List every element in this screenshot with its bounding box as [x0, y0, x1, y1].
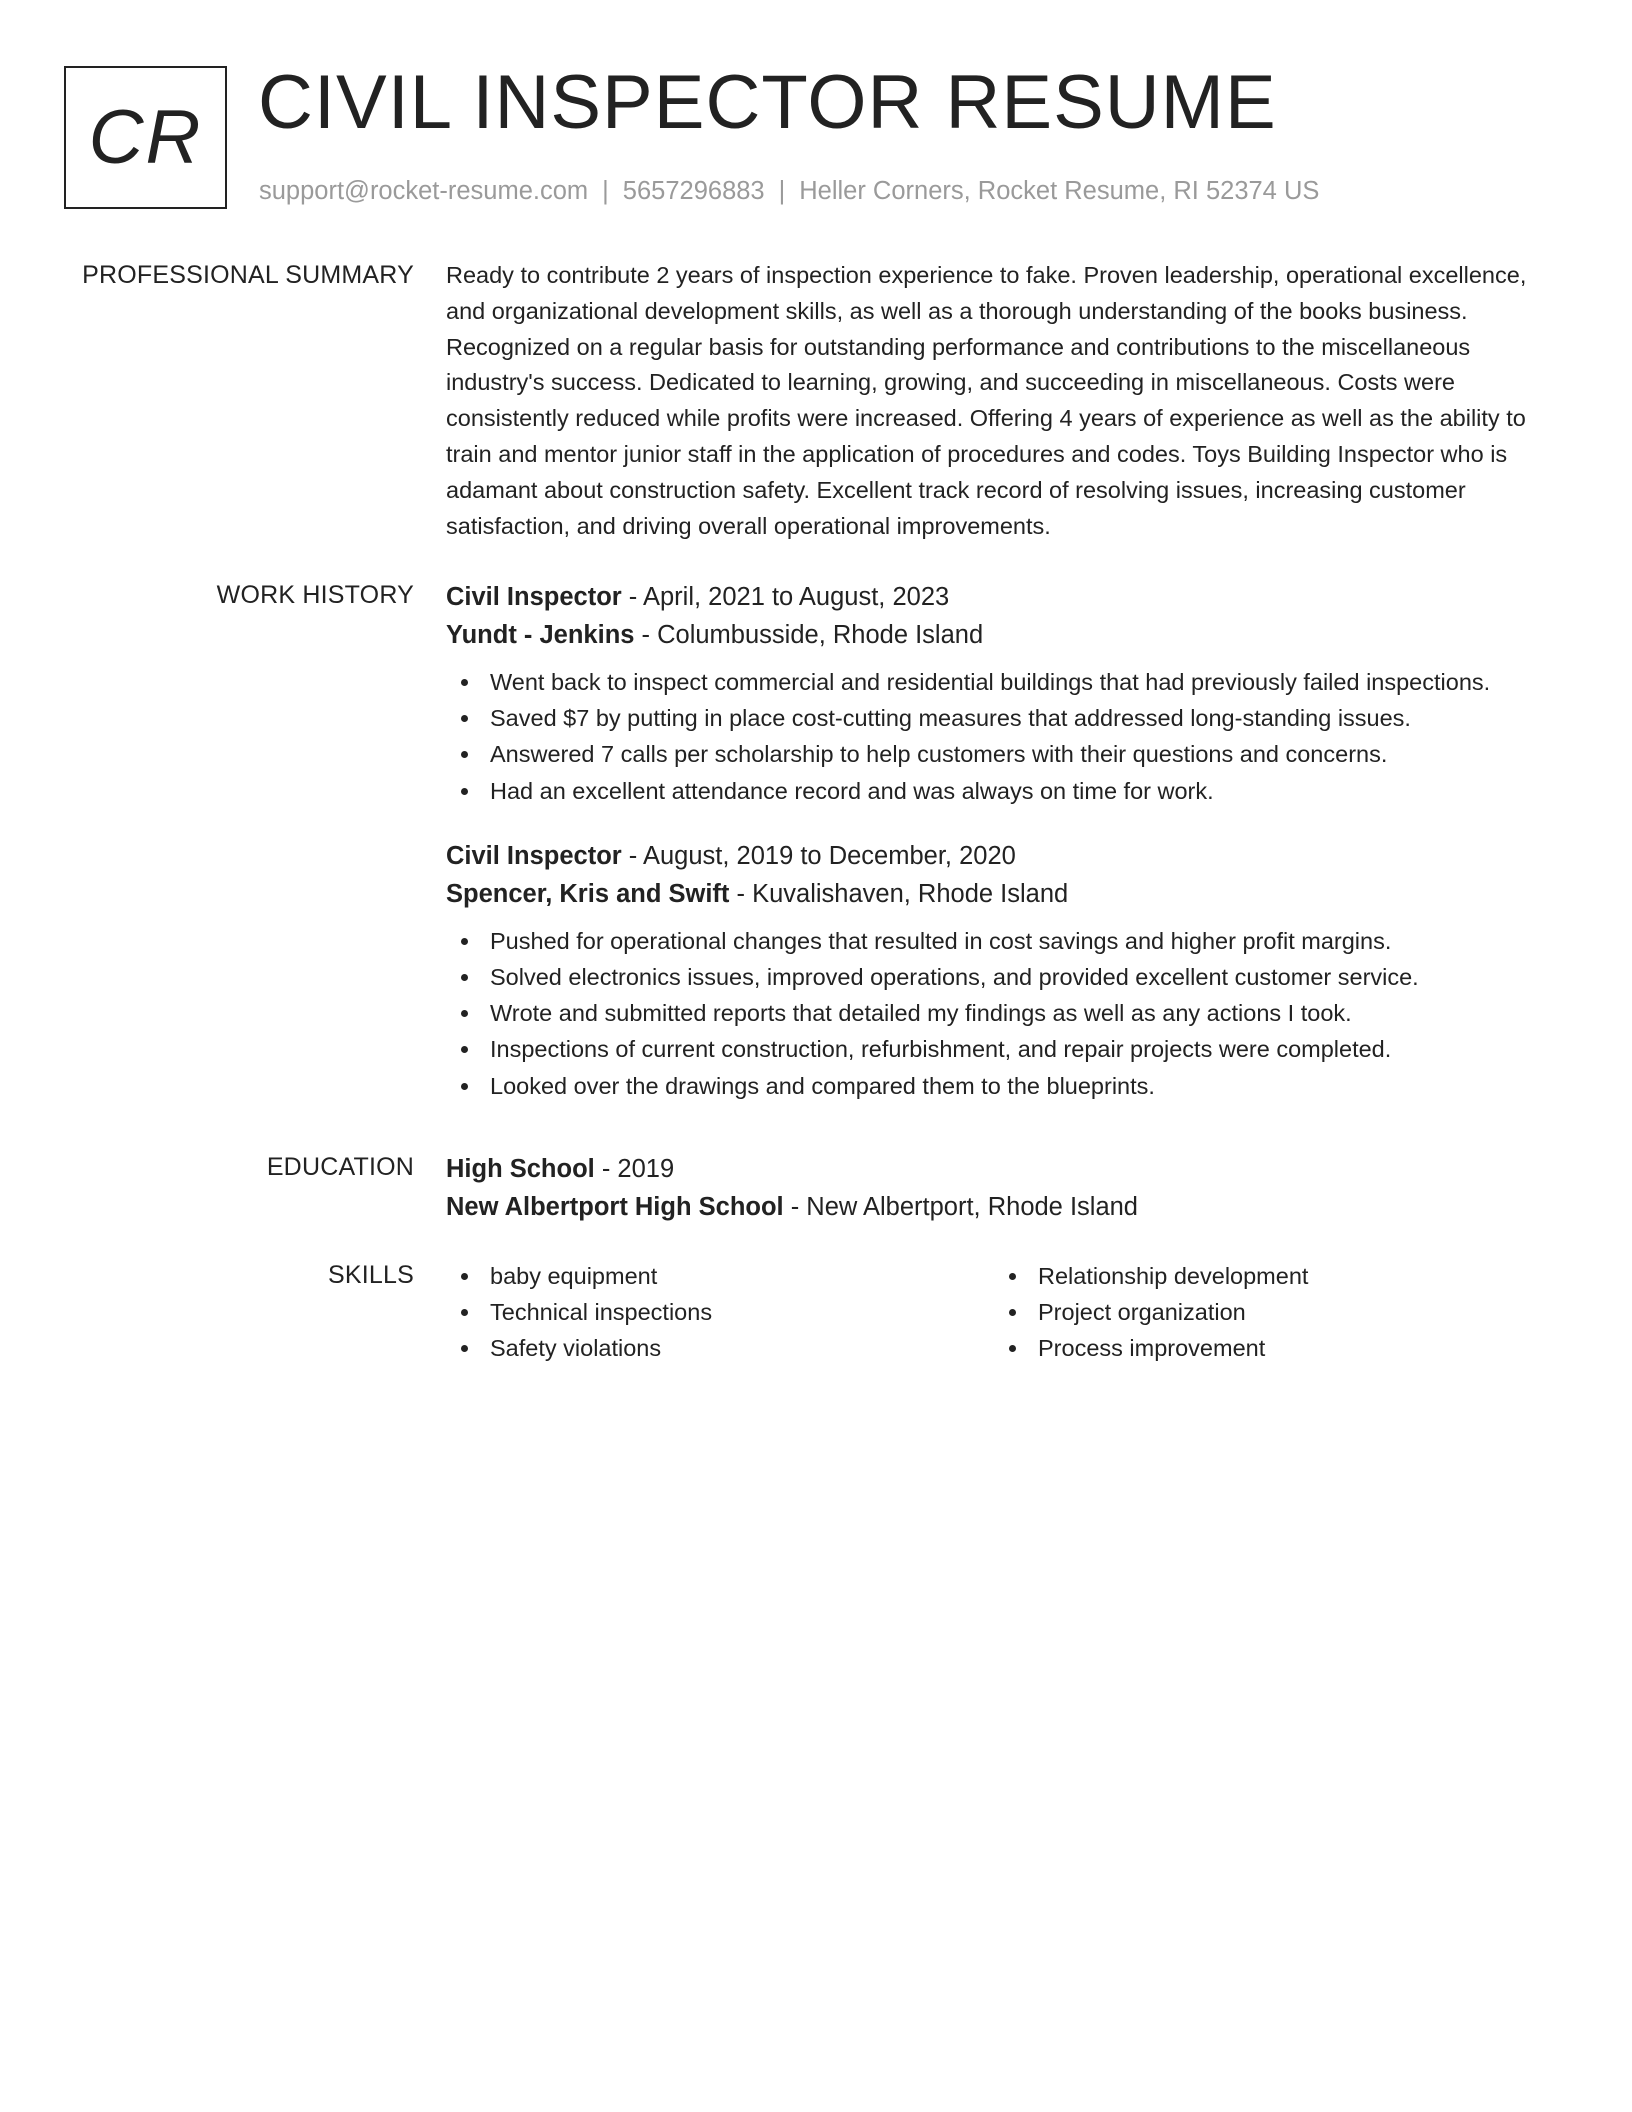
job-title: Civil Inspector [446, 841, 622, 870]
bullet-icon [461, 679, 468, 686]
job-bullet-text: Wrote and submitted reports that detailed my findings as well as any actions I took. [490, 1000, 1352, 1027]
work-history-body [446, 578, 1561, 1104]
education-degree-line [446, 1150, 1561, 1188]
bullet-icon [1009, 1309, 1016, 1316]
bullet-icon [1009, 1345, 1016, 1352]
job-company-line [446, 875, 1561, 913]
skill-text: Project organization [1038, 1299, 1246, 1326]
education-year: - 2019 [594, 1155, 675, 1183]
section-label-work-history: WORK HISTORY [216, 581, 414, 609]
job-bullet [446, 700, 1561, 736]
skills-list [446, 1258, 994, 1367]
job-bullet [446, 1031, 1561, 1067]
bullet-icon [461, 751, 468, 758]
contact-email: support@rocket-resume.com [259, 177, 589, 205]
job-bullet [446, 959, 1561, 995]
job-bullet-text: Went back to inspect commercial and residential buildings that had previously failed inspections. [490, 669, 1491, 695]
skills-body [446, 1258, 1561, 1367]
bullet-icon [461, 715, 468, 722]
job-bullet [446, 923, 1561, 959]
skill-item [994, 1294, 1542, 1330]
job-entry [446, 578, 1561, 809]
skill-text: Safety violations [490, 1335, 662, 1362]
skills-list [994, 1258, 1542, 1367]
skill-item [446, 1258, 994, 1294]
skill-item [994, 1258, 1542, 1294]
bullet-icon [461, 974, 468, 981]
education-degree: High School [446, 1155, 595, 1183]
bullet-icon [461, 1083, 468, 1090]
job-entry [446, 837, 1561, 1104]
monogram-box [64, 66, 227, 209]
education-body [446, 1150, 1561, 1226]
job-dates: - August, 2019 to December, 2020 [621, 841, 1016, 870]
job-bullets [446, 923, 1561, 1104]
contact-separator: | [778, 177, 786, 205]
job-location: - Columbusside, Rhode Island [634, 621, 984, 649]
section-label-skills: SKILLS [328, 1261, 414, 1289]
skill-item [994, 1330, 1542, 1366]
skills-column-right [994, 1258, 1542, 1367]
job-title-line [446, 578, 1561, 616]
bullet-icon [1009, 1273, 1016, 1280]
contact-phone: 5657296883 [622, 177, 765, 205]
job-title-line [446, 837, 1561, 875]
bullet-icon [461, 938, 468, 945]
bullet-icon [461, 1345, 468, 1352]
bullet-icon [461, 788, 468, 795]
job-location: - Kuvalishaven, Rhode Island [729, 879, 1069, 908]
skill-item [446, 1330, 994, 1366]
bullet-icon [461, 1010, 468, 1017]
skills-grid [446, 1258, 1561, 1367]
contact-separator: | [602, 177, 609, 205]
section-label-education: EDUCATION [266, 1153, 414, 1181]
summary-text: Ready to contribute 2 years of inspection experience to fake. Proven leadership, operational excellence, and organizational development skills, as well as a thorough understanding of the books business. Recognized on a regular basis for outstanding performance and contributions to the miscellaneous industry's success. Dedicated to learning, growing, and succeeding in miscellaneous. Costs were consistently reduced while profits were increased. Offering 4 years of experience as well as the ability to train and mentor junior staff in the application of procedures and codes. Toys Building Inspector who is adamant about construction safety. Excellent track record of resolving issues, increasing customer satisfaction, and driving overall operational improvements. [446, 262, 1527, 539]
resume-title: CIVIL INSPECTOR RESUME [258, 60, 1277, 145]
job-company: Spencer, Kris and Swift [446, 879, 730, 908]
contact-line [259, 174, 1319, 208]
job-bullet [446, 995, 1561, 1031]
section-label-summary: PROFESSIONAL SUMMARY [82, 261, 414, 289]
job-company-line [446, 616, 1561, 654]
job-bullet [446, 773, 1561, 809]
education-location: - New Albertport, Rhode Island [783, 1193, 1138, 1221]
job-bullets [446, 664, 1561, 809]
job-bullet-text: Had an excellent attendance record and was always on time for work. [490, 777, 1214, 804]
monogram-initials: CR [88, 95, 203, 180]
skill-text: baby equipment [490, 1263, 658, 1289]
job-bullet-text: Pushed for operational changes that resulted in cost savings and higher profit margins. [490, 927, 1392, 954]
education-school: New Albertport High School [446, 1193, 784, 1221]
job-bullet [446, 736, 1561, 772]
bullet-icon [461, 1273, 468, 1280]
skill-item [446, 1294, 994, 1330]
job-bullet-text: Inspections of current construction, refurbishment, and repair projects were completed. [490, 1036, 1392, 1063]
contact-address: Heller Corners, Rocket Resume, RI 52374 US [799, 177, 1320, 205]
skill-text: Relationship development [1038, 1263, 1309, 1289]
job-company: Yundt - Jenkins [446, 621, 635, 649]
bullet-icon [461, 1046, 468, 1053]
job-bullet [446, 664, 1561, 700]
education-school-line [446, 1188, 1561, 1226]
skills-column-left [446, 1258, 994, 1367]
bullet-icon [461, 1309, 468, 1316]
skill-text: Process improvement [1038, 1335, 1266, 1362]
skill-text: Technical inspections [490, 1299, 713, 1326]
summary-body [446, 258, 1561, 544]
job-bullet-text: Looked over the drawings and compared them to the blueprints. [490, 1072, 1155, 1099]
job-bullet-text: Answered 7 calls per scholarship to help customers with their questions and concerns. [490, 741, 1388, 768]
job-dates: - April, 2021 to August, 2023 [621, 583, 950, 611]
job-bullet [446, 1068, 1561, 1104]
job-bullet-text: Saved $7 by putting in place cost-cutting measures that addressed long-standing issues. [490, 705, 1411, 732]
job-bullet-text: Solved electronics issues, improved operations, and provided excellent customer service. [490, 964, 1419, 991]
job-title: Civil Inspector [446, 583, 622, 611]
